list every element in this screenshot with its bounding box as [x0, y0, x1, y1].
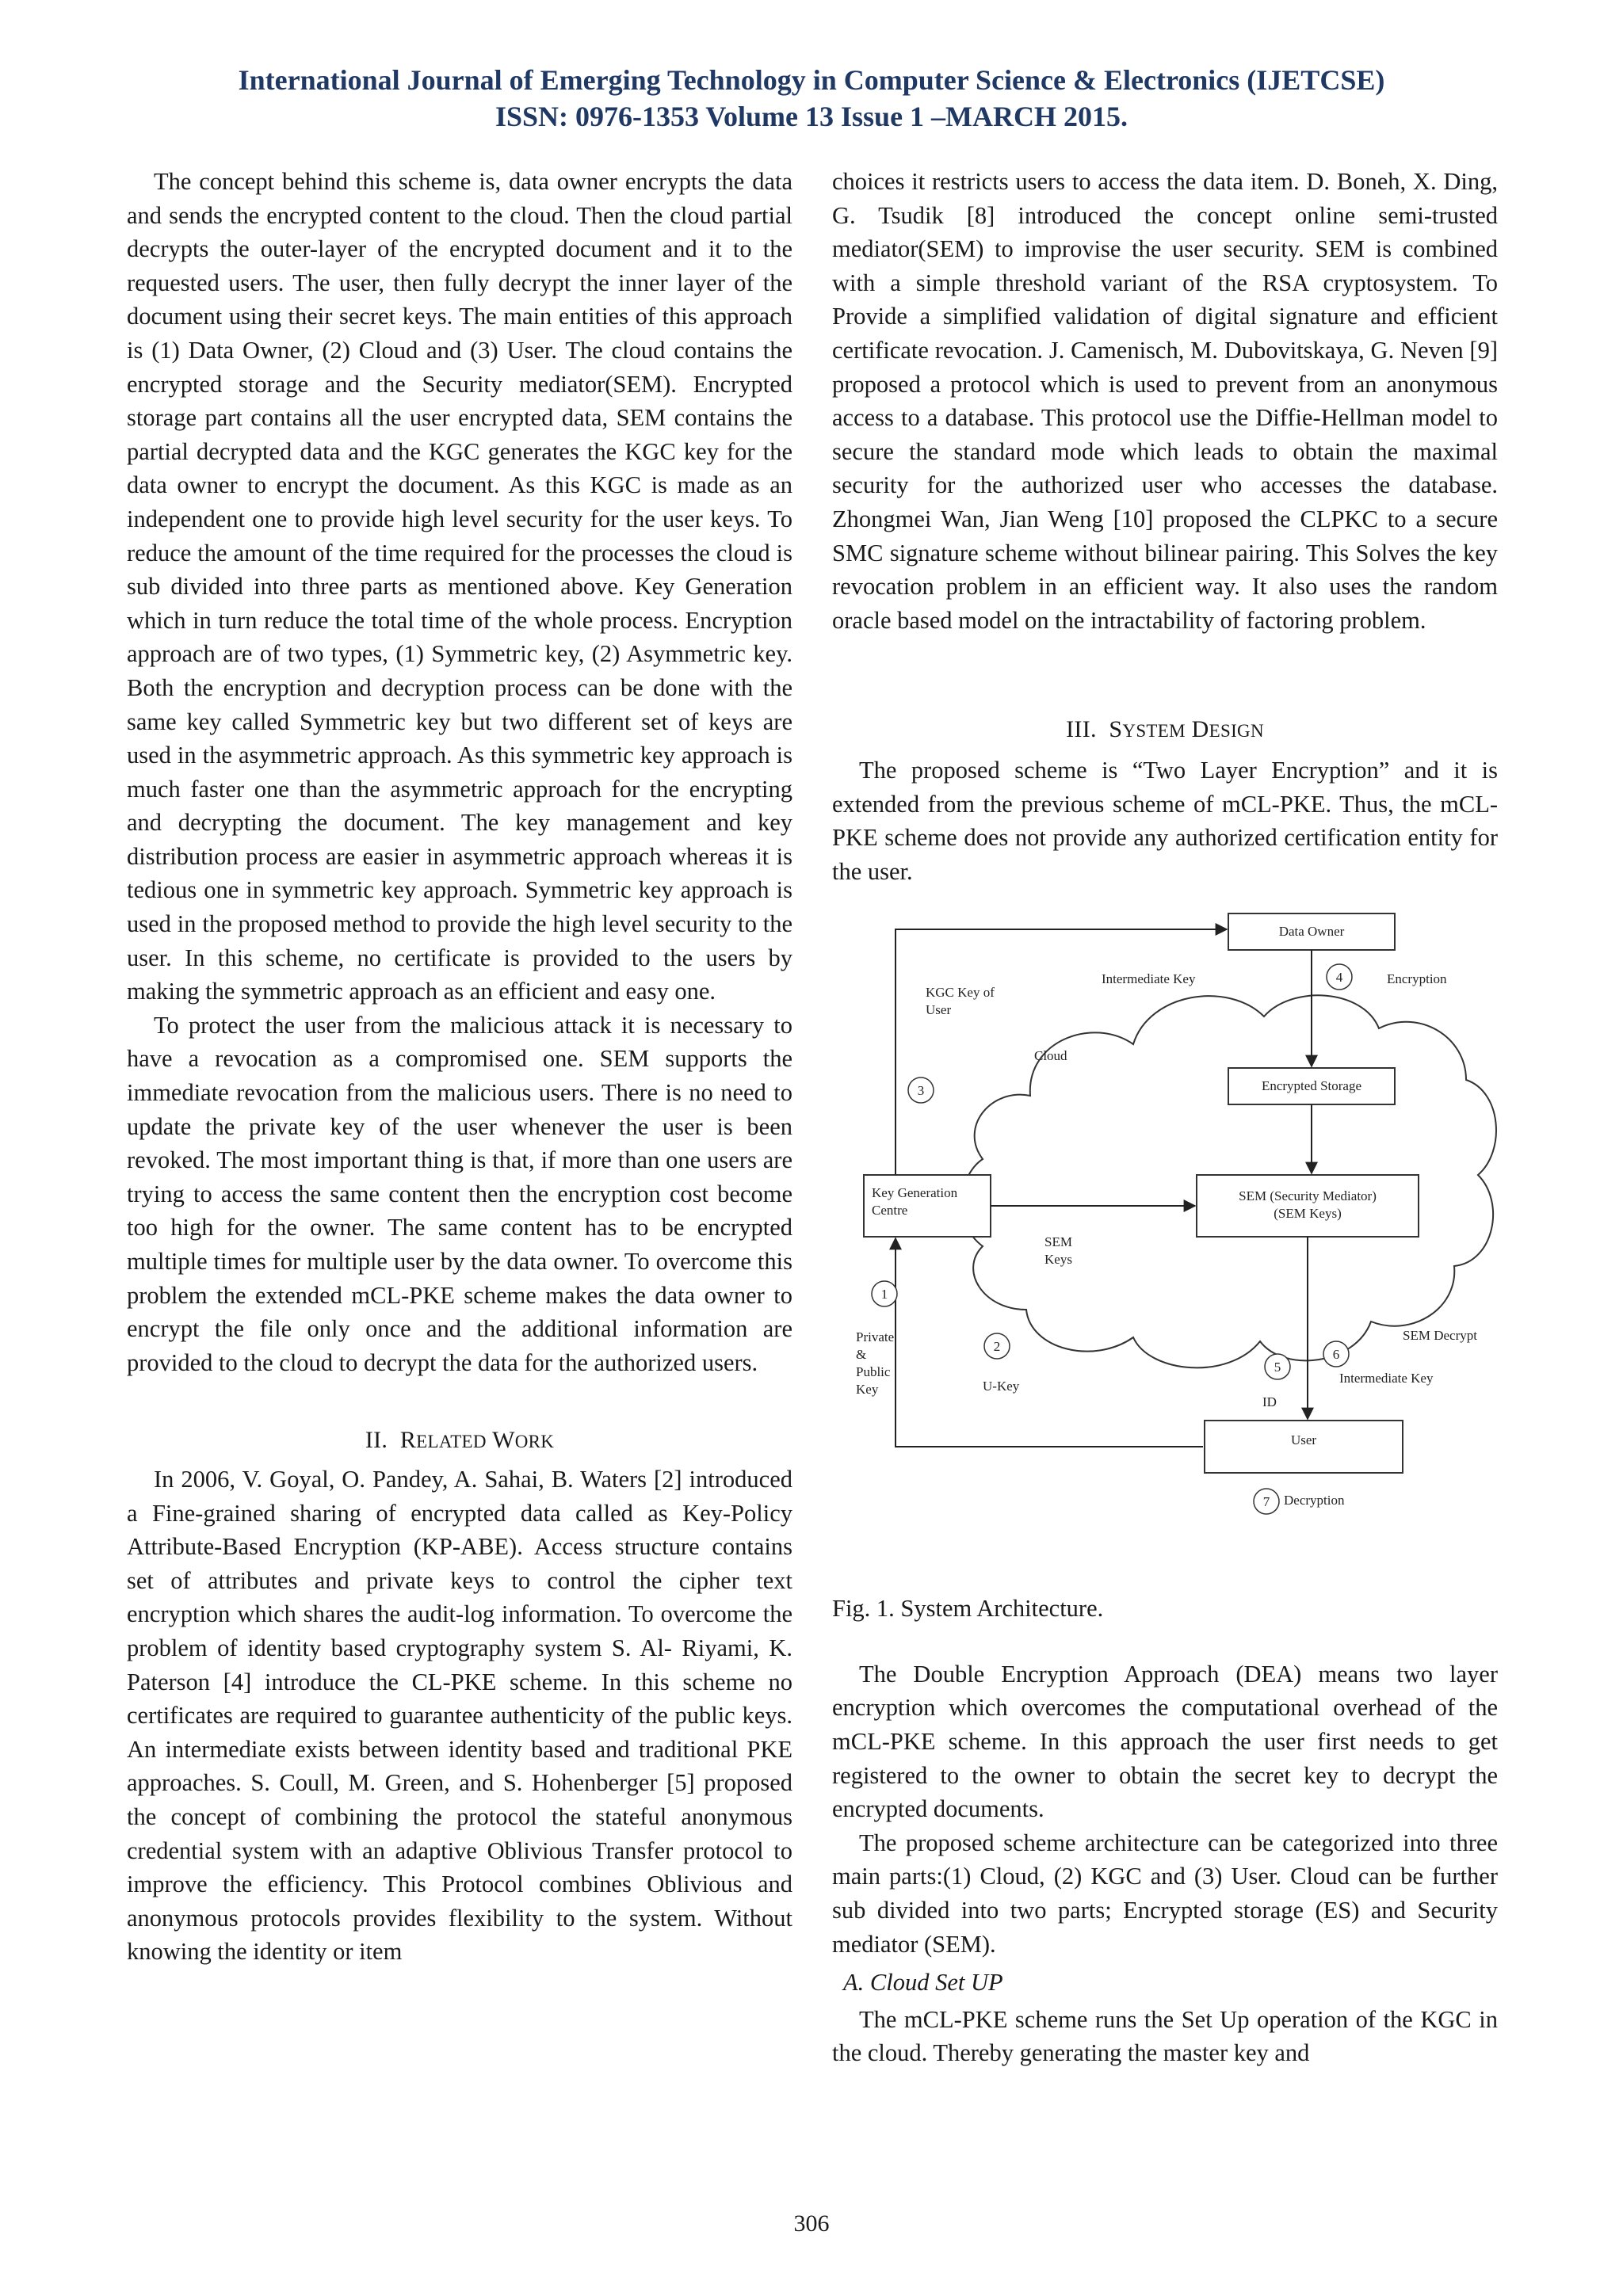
svg-text:3: 3: [917, 1083, 925, 1099]
left-column: [127, 165, 792, 1969]
page-number: 306: [793, 2210, 830, 2237]
section-heading-related-work: II. RELATED WORK: [365, 1427, 555, 1454]
encrypted-storage-label: Encrypted Storage: [1261, 1078, 1362, 1094]
svg-text:4: 4: [1335, 970, 1343, 986]
private-key-label-line4: Key: [856, 1382, 879, 1398]
paragraph: The proposed scheme architecture can be categorized into three main parts:(1) Cloud, (2) KGC and (3) User. Cloud can be further sub divided into two parts; Encrypted storage (ES) and Security mediator (SEM).: [832, 1829, 1498, 1958]
u-key-label: U-Key: [983, 1379, 1020, 1394]
step-2-marker: [984, 1333, 1010, 1359]
step-7-marker: [1254, 1489, 1279, 1514]
paragraph: The mCL-PKE scheme runs the Set Up operation of the KGC in the cloud. Thereby generating the master key and: [832, 2005, 1498, 2067]
sem-label-line2: (SEM Keys): [1274, 1206, 1342, 1222]
paragraph: choices it restricts users to access the data item. D. Boneh, X. Ding, G. Tsudik [8] introduced the concept online semi-trusted mediator(SEM) to improvise the user security. SEM is combined with a simple threshold variant of the RSA cryptosystem. To Provide a simplified validation of digital signature and efficient certificate revocation. J. Camenisch, M. Dubovitskaya, G. Neven [9] proposed a protocol which is used to prevent from an anonymous access to a database. This protocol use the Diffie-Hellman model to secure the standard mode which leads to obtain the maximal security for the authorized user who accesses the database. Zhongmei Wan, Jian Weng [10] proposed the CLPKC to a secure SMC signature scheme without bilinear pairing. This Solves the key revocation problem in an efficient way. It also uses the random oracle based model on the intractability of factoring problem.: [832, 168, 1498, 634]
svg-text:5: 5: [1274, 1360, 1281, 1375]
step-5-marker: [1265, 1354, 1290, 1379]
svg-text:6: 6: [1332, 1347, 1340, 1363]
id-label: ID: [1262, 1394, 1277, 1410]
step-6-marker: [1323, 1341, 1349, 1367]
step-4-marker: [1327, 964, 1352, 990]
paragraph: The concept behind this scheme is, data owner encrypts the data and sends the encrypted content to the cloud. Then the cloud partial decrypts the outer-layer of the encrypted document and it to the requested users. The user, then fully decrypt the inner layer of the document using their secret keys. The main entities of this approach is (1) Data Owner, (2) Cloud and (3) User. The cloud contains the encrypted storage and the Security mediator(SEM). Encrypted storage part contains all the user encrypted data, SEM contains the partial decrypted data and the KGC generates the KGC key for the data owner to encrypt the document. As this KGC is made as an independent one to provide high level security for the user keys. To reduce the amount of the time required for the processes the cloud is sub divided into three parts as mentioned above. Key Generation which in turn reduce the total time of the whole process. Encryption approach are of two types, (1) Symmetric key, (2) Asymmetric key. Both the encryption and decryption process can be done with the same key called Symmetric key but two different set of keys are used in the asymmetric approach. As this symmetric key approach is much faster one than the asymmetric approach for the encrypting and decrypting the document. The key management and key distribution process are easier in asymmetric approach whereas it is tedious one in symmetric key approach. Symmetric key approach is used in the proposed method to provide the high level security to the user. In this scheme, no certificate is provided to the users by making the symmetric approach as an efficient and easy one.: [127, 168, 792, 1005]
cloud-label: Cloud: [1034, 1048, 1067, 1064]
right-column: [832, 165, 1498, 2070]
figure-caption: Fig. 1. System Architecture.: [832, 1595, 1104, 1623]
intermediate-key-top-label: Intermediate Key: [1102, 971, 1196, 987]
kgc-key-label-line2: User: [926, 1002, 952, 1018]
private-key-label-line2: &: [856, 1347, 867, 1363]
journal-issn: ISSN: 0976-1353 Volume 13 Issue 1 –MARCH 2015.: [495, 101, 1128, 132]
sem-decrypt-label: SEM Decrypt: [1403, 1328, 1477, 1344]
paragraph: The proposed scheme is “Two Layer Encryption” and it is extended from the previous scheme of mCL-PKE. Thus, the mCL-PKE scheme does not provide any authorized certification entity for the user.: [832, 756, 1498, 885]
kgc-label-line1: Key Generation: [872, 1185, 958, 1201]
kgc-key-label-line1: KGC Key of: [926, 985, 995, 1001]
paragraph: In 2006, V. Goyal, O. Pandey, A. Sahai, B. Waters [2] introduced a Fine-grained sharing of encrypted data called as Key-Policy Attribute-Based Encryption (KP-ABE). Access structure contains set of attributes and private keys to control the cipher text encryption which shares the audit-log information. To overcome the problem of identity based cryptography system S. Al- Riyami, K. Paterson [4] introduce the CL-PKE scheme. In this scheme no certificates are required to guarantee authenticity of the public keys. An intermediate exists between identity based and traditional PKE approaches. S. Coull, M. Green, and S. Hohenberger [5] proposed the concept of combining the protocol the stateful anonymous credential system with an adaptive Oblivious Transfer protocol to improve the efficiency. This Protocol combines Oblivious and anonymous protocols provides flexibility to the system. Without knowing the identity or item: [127, 1465, 792, 1966]
kgc-label-line2: Centre: [872, 1203, 908, 1219]
section-heading-system-design: III. SYSTEM DESIGN: [1066, 716, 1264, 743]
step-3-marker: [908, 1077, 934, 1103]
system-architecture-figure: [832, 898, 1498, 1587]
intermediate-key-bottom-label: Intermediate Key: [1339, 1371, 1434, 1386]
journal-title: International Journal of Emerging Technology in Computer Science & Electronics (IJETCSE): [238, 64, 1385, 96]
user-label: User: [1290, 1432, 1317, 1448]
decryption-label: Decryption: [1284, 1493, 1345, 1508]
paragraph: The Double Encryption Approach (DEA) means two layer encryption which overcomes the computational overhead of the mCL-PKE scheme. In this approach the user first needs to get registered to the owner to obtain the secret key to decrypt the encrypted documents.: [832, 1660, 1498, 1823]
private-key-label-line1: Private: [856, 1329, 895, 1345]
journal-header: [0, 62, 1623, 135]
svg-text:1: 1: [880, 1287, 888, 1302]
sem-keys-label-line1: SEM: [1044, 1234, 1072, 1250]
svg-text:2: 2: [993, 1339, 1001, 1355]
data-owner-label: Data Owner: [1278, 924, 1345, 940]
step-1-marker: [872, 1281, 897, 1306]
encryption-label: Encryption: [1387, 971, 1447, 987]
paragraph: To protect the user from the malicious attack it is necessary to have a revocation as a compromised one. SEM supports the immediate revocation from the malicious users. There is no need to update the private key of the user whenever the user is been revoked. The most important thing is that, if more than one users are trying to access the same content then the encryption cost become too high for the owner. The same content has to be encrypted multiple times for multiple user by the data owner. To overcome this problem the extended mCL-PKE scheme makes the data owner to encrypt the file only once and the additional information are provided to the cloud to decrypt the data for the authorized users.: [127, 1011, 792, 1376]
architecture-diagram: [832, 898, 1498, 1587]
private-key-label-line3: Public: [856, 1364, 891, 1380]
sem-keys-label-line2: Keys: [1044, 1252, 1072, 1268]
svg-text:7: 7: [1262, 1494, 1270, 1510]
sem-label-line1: SEM (Security Mediator): [1239, 1188, 1377, 1204]
subsection-heading-cloud-setup: A. Cloud Set UP: [843, 1969, 1003, 1997]
